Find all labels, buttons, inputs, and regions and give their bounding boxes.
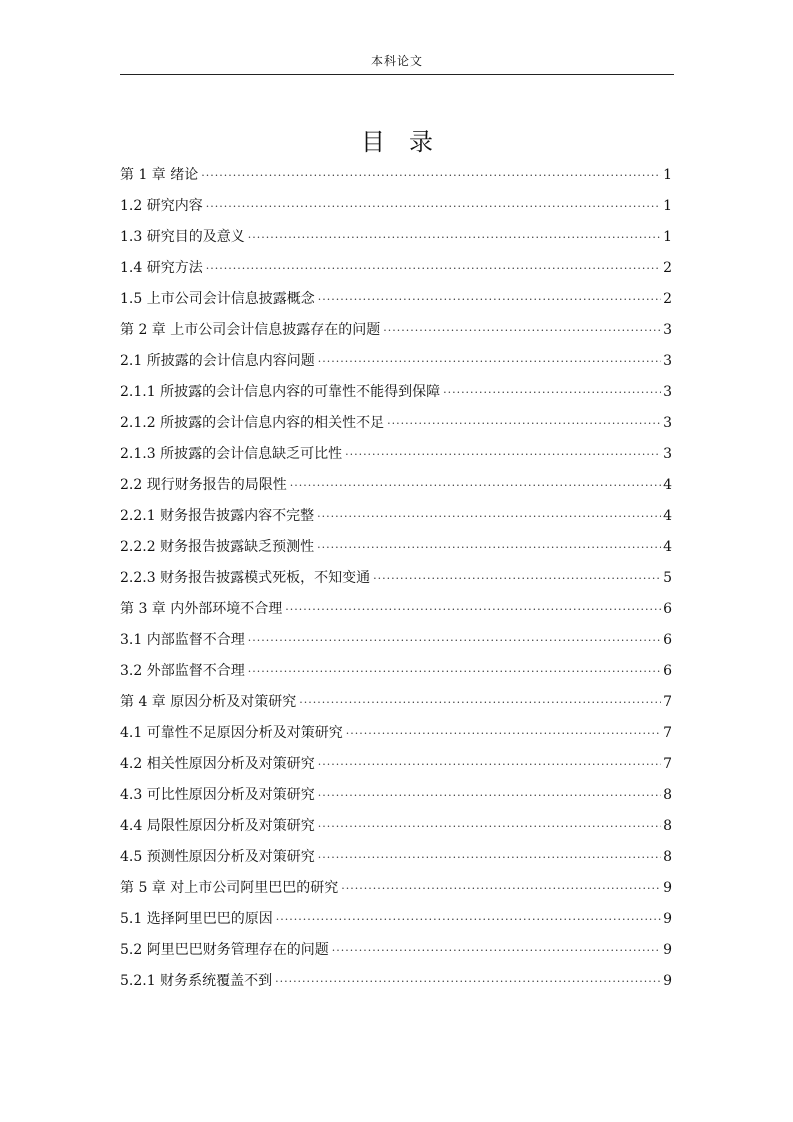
toc-entry-page-number: 3 [663, 322, 672, 338]
toc-entry-label: 1.3 研究目的及意义 [120, 229, 245, 245]
toc-dot-leader [290, 470, 661, 501]
toc-entry-label: 第 2 章 上市公司会计信息披露存在的问题 [120, 322, 381, 338]
toc-entry[interactable] [120, 222, 672, 253]
toc-entry[interactable] [120, 625, 672, 656]
page-title: 目录 [361, 128, 457, 156]
toc-entry-page-number: 9 [663, 942, 672, 958]
toc-entry[interactable] [120, 191, 672, 222]
toc-entry-page-number: 7 [663, 756, 672, 772]
toc-entry-label: 4.2 相关性原因分析及对策研究 [120, 756, 315, 772]
toc-entry[interactable] [120, 873, 672, 904]
toc-entry-label: 2.2.2 财务报告披露缺乏预测性 [120, 539, 315, 555]
toc-entry[interactable] [120, 563, 672, 594]
toc-entry-label: 第 5 章 对上市公司阿里巴巴的研究 [120, 880, 339, 896]
toc-entry-page-number: 3 [663, 446, 672, 462]
toc-entry-label: 1.2 研究内容 [120, 198, 203, 214]
toc-entry-page-number: 3 [663, 384, 672, 400]
toc-entry-label: 2.1.1 所披露的会计信息内容的可靠性不能得到保障 [120, 384, 441, 400]
toc-entry-label: 2.2.1 财务报告披露内容不完整 [120, 508, 315, 524]
toc-entry-page-number: 6 [663, 601, 672, 617]
toc-entry[interactable] [120, 377, 672, 408]
table-of-contents [120, 160, 672, 997]
toc-entry-label: 4.1 可靠性不足原因分析及对策研究 [120, 725, 343, 741]
toc-dot-leader [387, 408, 661, 439]
toc-entry[interactable] [120, 749, 672, 780]
toc-dot-leader [276, 904, 661, 935]
toc-dot-leader [317, 532, 661, 563]
toc-entry[interactable] [120, 253, 672, 284]
toc-entry[interactable] [120, 439, 672, 470]
toc-dot-leader [285, 594, 661, 625]
toc-entry-label: 4.5 预测性原因分析及对策研究 [120, 849, 315, 865]
toc-dot-leader [318, 749, 661, 780]
toc-dot-leader [248, 656, 661, 687]
toc-entry-page-number: 4 [663, 508, 672, 524]
toc-entry-page-number: 1 [663, 229, 672, 245]
toc-entry-page-number: 3 [663, 415, 672, 431]
toc-dot-leader [248, 222, 661, 253]
toc-entry[interactable] [120, 687, 672, 718]
toc-entry-page-number: 7 [663, 725, 672, 741]
toc-entry-label: 3.2 外部监督不合理 [120, 663, 245, 679]
header-rule [120, 74, 674, 75]
toc-entry-label: 5.2 阿里巴巴财务管理存在的问题 [120, 942, 329, 958]
toc-entry-label: 5.2.1 财务系统覆盖不到 [120, 973, 273, 989]
toc-dot-leader [206, 191, 661, 222]
toc-entry[interactable] [120, 408, 672, 439]
toc-entry[interactable] [120, 532, 672, 563]
toc-entry-page-number: 4 [663, 539, 672, 555]
toc-entry[interactable] [120, 904, 672, 935]
toc-dot-leader [206, 253, 661, 284]
toc-entry[interactable] [120, 780, 672, 811]
toc-entry[interactable] [120, 284, 672, 315]
toc-entry-label: 1.4 研究方法 [120, 260, 203, 276]
toc-entry-page-number: 1 [663, 198, 672, 214]
toc-dot-leader [318, 346, 661, 377]
toc-entry-label: 2.2 现行财务报告的局限性 [120, 477, 287, 493]
toc-entry[interactable] [120, 842, 672, 873]
toc-dot-leader [317, 501, 661, 532]
toc-entry-page-number: 6 [663, 663, 672, 679]
toc-dot-leader [341, 873, 661, 904]
toc-entry[interactable] [120, 811, 672, 842]
toc-entry[interactable] [120, 160, 672, 191]
toc-entry-label: 2.1.2 所披露的会计信息内容的相关性不足 [120, 415, 385, 431]
toc-entry-label: 第 1 章 绪论 [120, 167, 199, 183]
toc-entry-page-number: 8 [663, 787, 672, 803]
toc-dot-leader [443, 377, 661, 408]
toc-entry-page-number: 8 [663, 818, 672, 834]
toc-entry[interactable] [120, 346, 672, 377]
toc-entry-page-number: 9 [663, 973, 672, 989]
toc-dot-leader [346, 718, 661, 749]
toc-entry-page-number: 3 [663, 353, 672, 369]
toc-dot-leader [275, 966, 661, 997]
toc-entry[interactable] [120, 470, 672, 501]
toc-entry[interactable] [120, 966, 672, 997]
toc-entry-label: 3.1 内部监督不合理 [120, 632, 245, 648]
toc-entry[interactable] [120, 656, 672, 687]
toc-entry-label: 4.4 局限性原因分析及对策研究 [120, 818, 315, 834]
toc-entry[interactable] [120, 594, 672, 625]
toc-entry-label: 1.5 上市公司会计信息披露概念 [120, 291, 315, 307]
toc-dot-leader [201, 160, 661, 191]
running-header: 本科论文 [370, 54, 423, 68]
toc-entry-label: 4.3 可比性原因分析及对策研究 [120, 787, 315, 803]
toc-entry[interactable] [120, 315, 672, 346]
toc-dot-leader [332, 935, 661, 966]
toc-entry[interactable] [120, 935, 672, 966]
toc-dot-leader [248, 625, 661, 656]
toc-entry-page-number: 9 [663, 880, 672, 896]
toc-dot-leader [318, 780, 661, 811]
toc-dot-leader [383, 315, 661, 346]
toc-entry-page-number: 4 [663, 477, 672, 493]
toc-entry-page-number: 7 [663, 694, 672, 710]
toc-entry-page-number: 5 [663, 570, 672, 586]
toc-dot-leader [318, 811, 661, 842]
toc-entry-label: 2.1 所披露的会计信息内容问题 [120, 353, 315, 369]
toc-entry-page-number: 9 [663, 911, 672, 927]
toc-entry-page-number: 8 [663, 849, 672, 865]
toc-dot-leader [299, 687, 661, 718]
toc-entry-page-number: 2 [663, 260, 672, 276]
toc-entry-label: 2.2.3 财务报告披露模式死板，不知变通 [120, 570, 371, 586]
toc-entry-page-number: 6 [663, 632, 672, 648]
toc-entry-label: 5.1 选择阿里巴巴的原因 [120, 911, 273, 927]
toc-entry-label: 2.1.3 所披露的会计信息缺乏可比性 [120, 446, 343, 462]
toc-entry[interactable] [120, 501, 672, 532]
toc-entry-label: 第 3 章 内外部环境不合理 [120, 601, 283, 617]
toc-entry-page-number: 2 [663, 291, 672, 307]
toc-dot-leader [345, 439, 661, 470]
toc-dot-leader [318, 842, 661, 873]
toc-entry-label: 第 4 章 原因分析及对策研究 [120, 694, 297, 710]
toc-entry-page-number: 1 [663, 167, 672, 183]
toc-dot-leader [318, 284, 661, 315]
toc-dot-leader [373, 563, 661, 594]
toc-entry[interactable] [120, 718, 672, 749]
